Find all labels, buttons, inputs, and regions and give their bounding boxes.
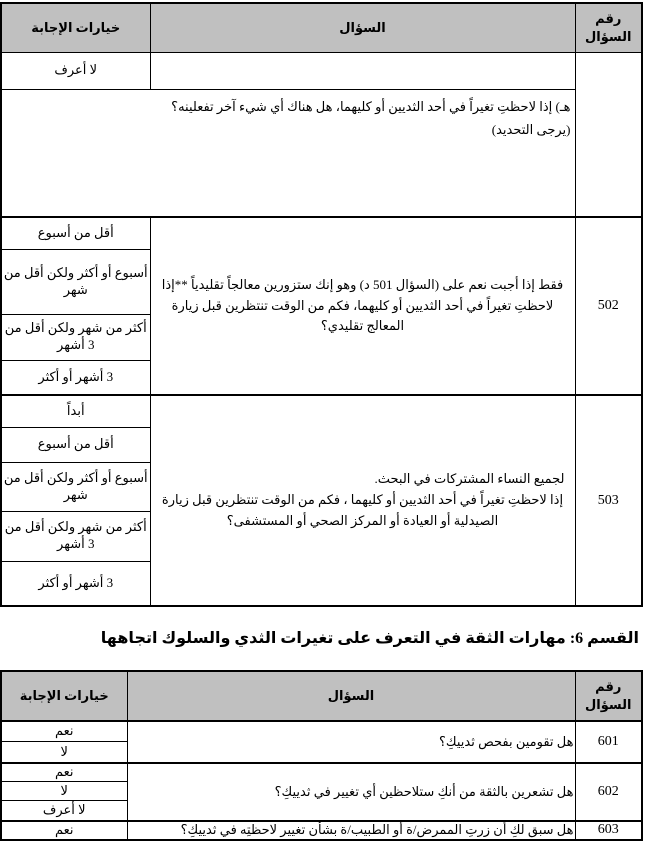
question-cell-601: هل تقومين بفحص ثدييكِ؟ — [127, 721, 575, 763]
question-number-cell: 503 — [575, 395, 642, 606]
answer-option-cell: 3 أشهر أو أكثر — [1, 360, 150, 395]
question-cell-empty — [150, 52, 575, 89]
question-cell-602: هل تشعرين بالثقة من أنكِ ستلاحظين أي تغيير في ثدييكِ؟ — [127, 763, 575, 821]
section-6-title: القسم 6: مهارات الثقة في التعرف على تغيرات الثدي والسلوك اتجاهها — [100, 630, 639, 647]
question-note: (يرجى التحديد) — [491, 121, 571, 137]
question-number-cell: 601 — [575, 721, 642, 763]
answer-option-cell: نعم — [1, 763, 127, 782]
question-cell-603: هل سبق لكِ أن زرتِ الممرض/ة أو الطبيب/ة بشأن تغيير لاحظتِه في ثدييكِ؟ — [127, 821, 575, 840]
question-table-section6 — [0, 670, 643, 841]
question-text: هـ) إذا لاحظتِ تغيراً في أحد الثديين أو كليهما، هل هناك أي شيء آخر تفعلينه؟ — [171, 98, 571, 114]
answer-option-cell: لا أعرف — [1, 801, 127, 821]
answer-option-cell: أسبوع أو أكثر ولكن أقل من شهر — [1, 249, 150, 314]
answer-option-cell: أكثر من شهر ولكن أقل من 3 أشهر — [1, 314, 150, 360]
answer-option-cell: أقل من أسبوع — [1, 217, 150, 249]
header-answer-options: خيارات الإجابة — [1, 3, 150, 52]
answer-option-cell: أبداً — [1, 395, 150, 427]
question-intro-text: لجميع النساء المشتركات في البحث. — [374, 471, 565, 487]
question-table-section5 — [0, 2, 643, 607]
answer-option-cell: لا — [1, 742, 127, 763]
question-cell-502 — [150, 217, 575, 395]
header-question-number: رقم السؤال — [575, 671, 642, 721]
question-text: فقط إذا أجبت نعم على (السؤال 501 د) وهو إنك ستزورين معالجاً تقليدياً **إذا لاحظتِ تغيراً في أحد الثديين أو كليهما، فكم من الوقت تنتظرين قبل زيارة المعالج تقليدي؟ — [161, 276, 564, 334]
header-question-number: رقم السؤال — [575, 3, 642, 52]
answer-option-cell: أقل من أسبوع — [1, 427, 150, 462]
question-number-cell: 502 — [575, 217, 642, 395]
question-cell-503 — [150, 395, 575, 606]
answer-option-cell: نعم — [1, 721, 127, 742]
answer-option-cell: لا — [1, 782, 127, 801]
question-text: إذا لاحظتِ تغيراً في أحد الثديين أو كليهما ، فكم من الوقت تنتظرين قبل زيارة الصيدلية أو العيادة أو المركز الصحي أو المستشفى؟ — [161, 492, 564, 528]
question-cell-501e — [1, 89, 575, 217]
question-number-cell-empty — [575, 52, 642, 217]
question-number-cell: 603 — [575, 821, 642, 840]
answer-option-cell: نعم — [1, 821, 127, 840]
answer-option-cell: 3 أشهر أو أكثر — [1, 561, 150, 606]
answer-option-cell: أكثر من شهر ولكن أقل من 3 أشهر — [1, 511, 150, 561]
answer-option-cell: لا أعرف — [1, 52, 150, 89]
header-question: السؤال — [150, 3, 575, 52]
question-number-cell: 602 — [575, 763, 642, 821]
header-answer-options: خيارات الإجابة — [1, 671, 127, 721]
header-question: السؤال — [127, 671, 575, 721]
answer-option-cell: أسبوع أو أكثر ولكن أقل من شهر — [1, 462, 150, 511]
